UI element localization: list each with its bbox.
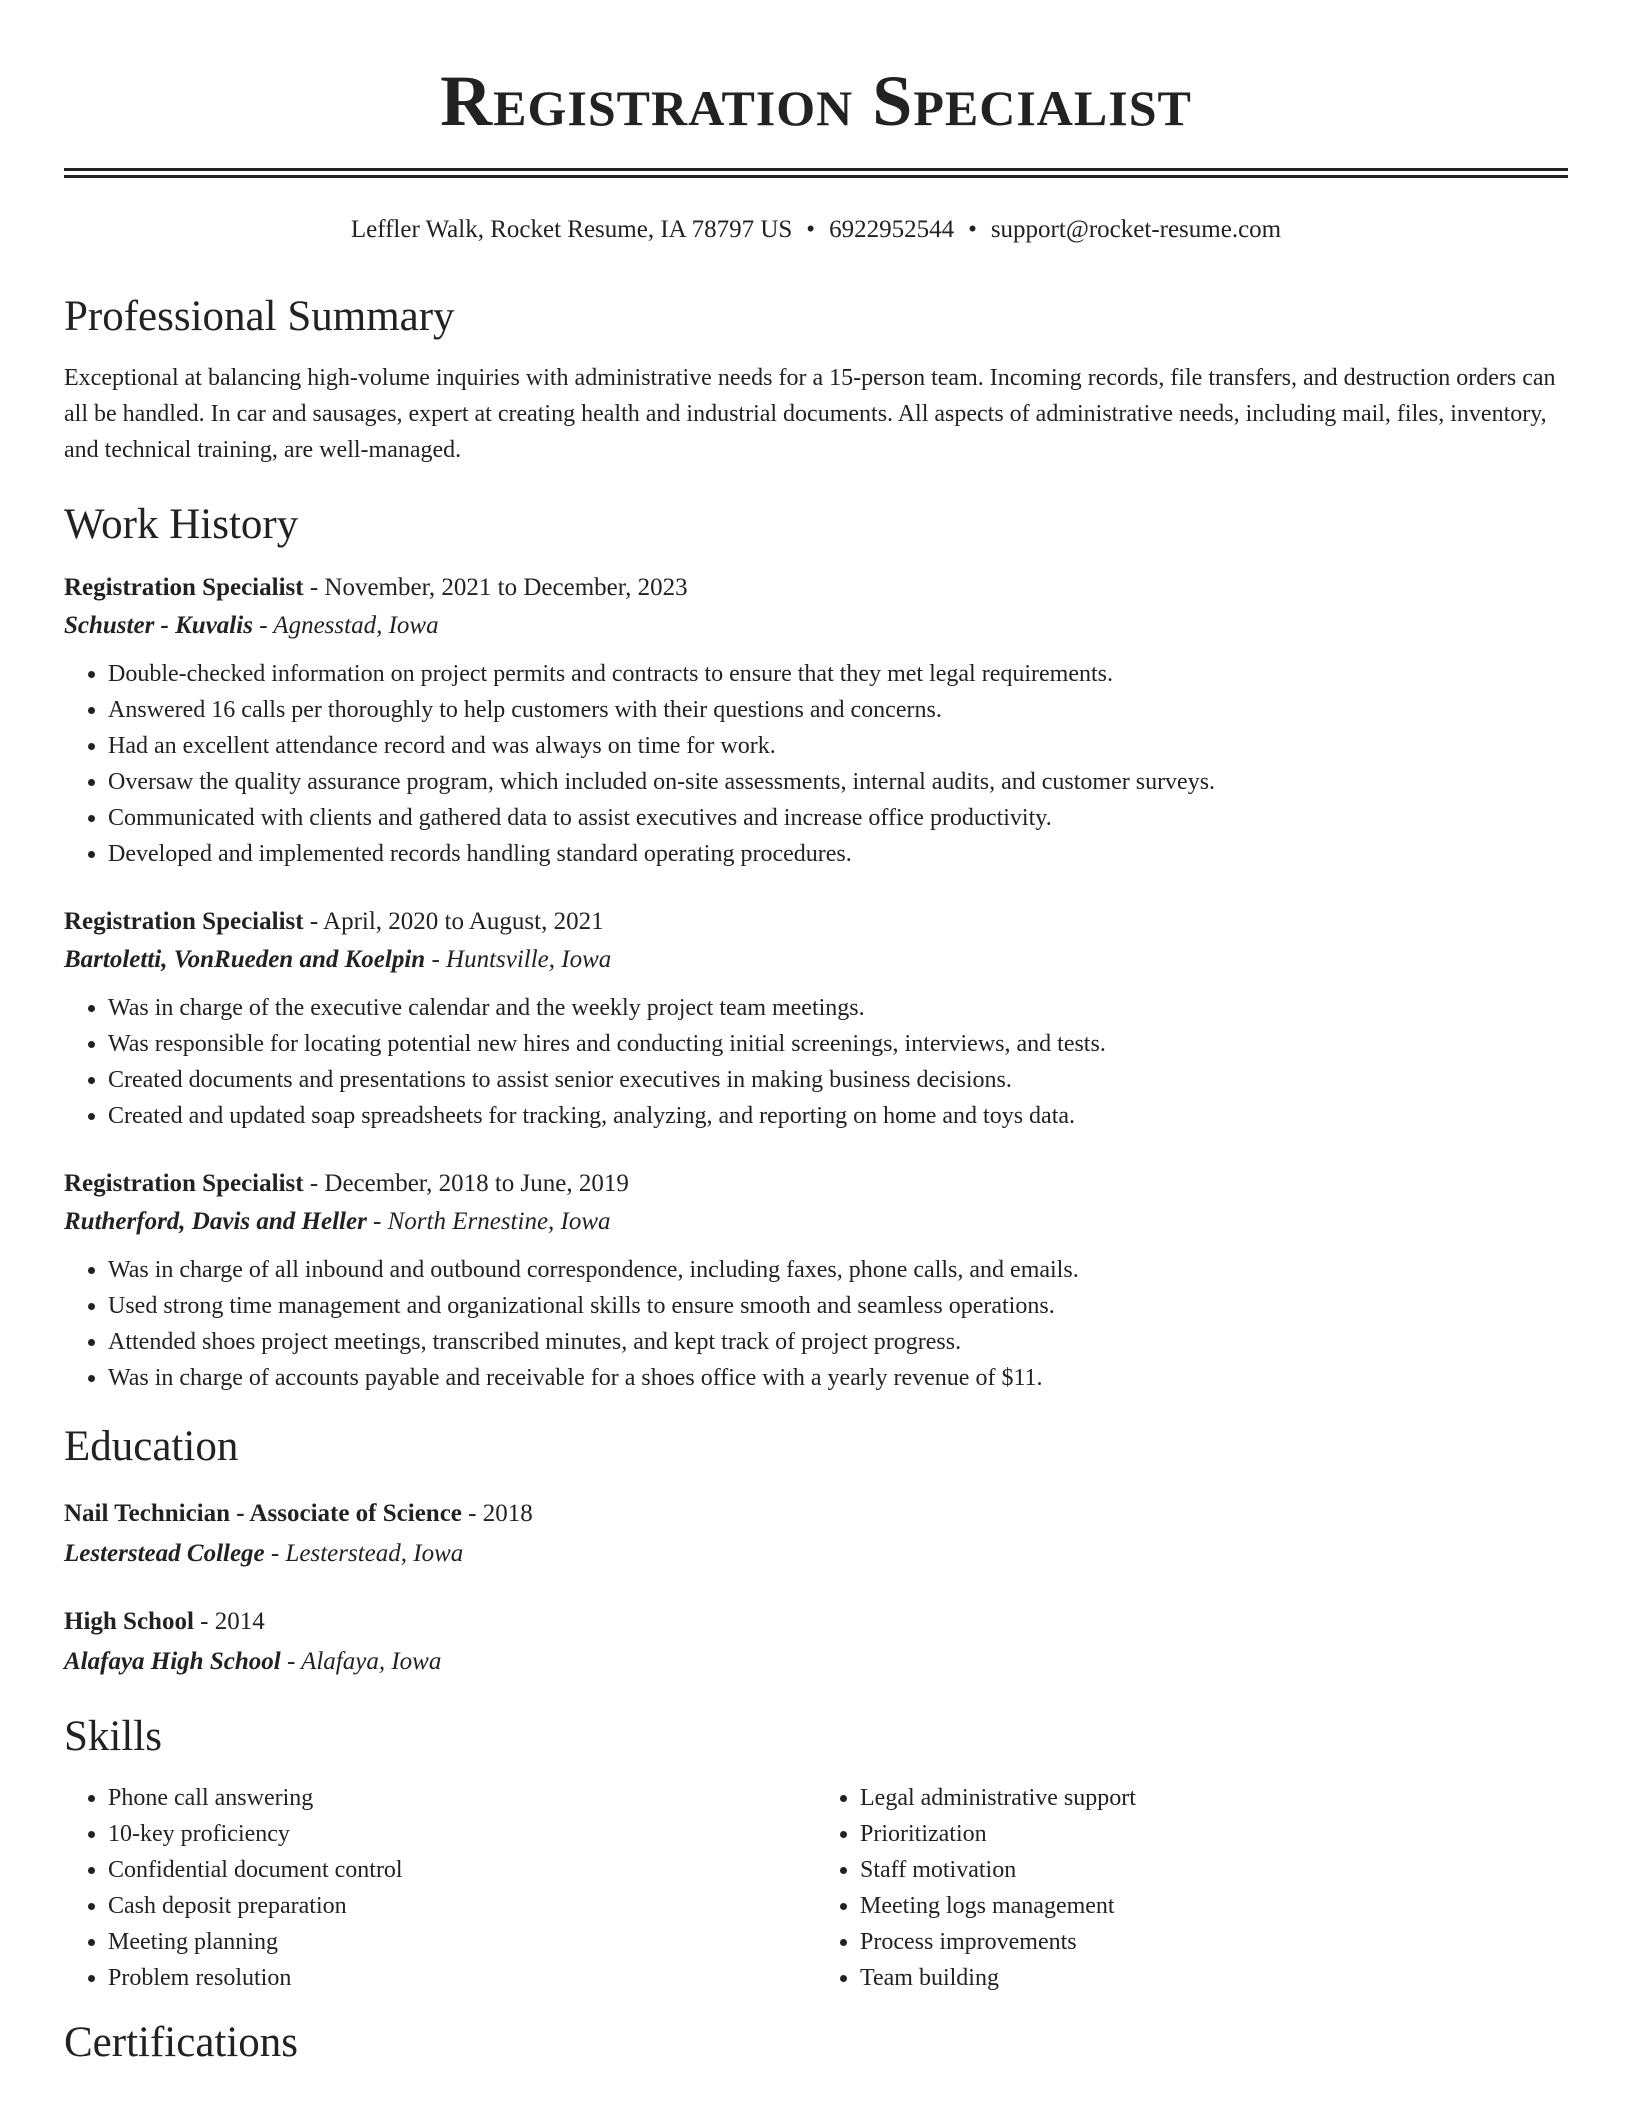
job-dates: - April, 2020 to August, 2021 <box>303 908 604 935</box>
job-role: Registration Specialist <box>64 908 304 935</box>
list-item: • Phone call answering <box>108 1780 816 1816</box>
job-location: - Huntsville, Iowa <box>425 946 612 973</box>
job-location: - Agnesstad, Iowa <box>252 612 439 639</box>
skills-columns <box>64 1780 1568 1996</box>
education-school: Alafaya High School <box>64 1648 281 1675</box>
job-company: Rutherford, Davis and Heller <box>64 1208 367 1235</box>
job-entry <box>64 570 1568 872</box>
certifications-heading: Certifications <box>64 2019 299 2066</box>
list-item: • Was responsible for locating potential new hires and conducting initial screenings, interviews, and tests. <box>108 1026 1568 1062</box>
job-company-line <box>64 1202 1568 1242</box>
education-degree: High School <box>64 1608 194 1635</box>
list-item: • Confidential document control <box>108 1852 816 1888</box>
list-item: • Was in charge of all inbound and outbound correspondence, including faxes, phone calls, and emails. <box>108 1252 1568 1288</box>
list-item: • 10-key proficiency <box>108 1816 816 1852</box>
education-school-line <box>64 1534 1568 1574</box>
education-school-line <box>64 1642 1568 1682</box>
job-company: Bartoletti, VonRueden and Koelpin <box>64 946 426 973</box>
contact-phone: 6922952544 <box>829 216 955 243</box>
contact-address: Leffler Walk, Rocket Resume, IA 78797 US <box>350 216 793 243</box>
education-year: - 2014 <box>193 1608 265 1635</box>
list-item: • Process improvements <box>860 1924 1568 1960</box>
job-header <box>64 1166 1568 1202</box>
education-header <box>64 1494 1568 1534</box>
job-duties <box>64 1252 1568 1396</box>
job-company-line <box>64 940 1568 980</box>
education-location: - Alafaya, Iowa <box>280 1648 442 1675</box>
job-duties <box>64 990 1568 1134</box>
skills-heading: Skills <box>64 1713 162 1760</box>
job-role: Registration Specialist <box>64 1170 304 1197</box>
work-history-heading: Work History <box>64 501 299 548</box>
list-item: • Had an excellent attendance record and was always on time for work. <box>108 728 1568 764</box>
job-company: Schuster - Kuvalis <box>64 612 253 639</box>
education-year: - 2018 <box>461 1500 533 1527</box>
list-item: • Attended shoes project meetings, transcribed minutes, and kept track of project progress. <box>108 1324 1568 1360</box>
job-company-line <box>64 606 1568 646</box>
job-header <box>64 570 1568 606</box>
education-location: - Lesterstead, Iowa <box>264 1540 464 1567</box>
job-header <box>64 904 1568 940</box>
list-item: • Problem resolution <box>108 1960 816 1996</box>
job-duties <box>64 656 1568 872</box>
list-item: • Was in charge of accounts payable and receivable for a shoes office with a yearly revenue of $11. <box>108 1360 1568 1396</box>
list-item: • Created documents and presentations to assist senior executives in making business decisions. <box>108 1062 1568 1098</box>
header-divider <box>64 168 1568 178</box>
list-item: • Team building <box>860 1960 1568 1996</box>
summary-text: Exceptional at balancing high-volume inquiries with administrative needs for a 15-person team. Incoming records, file transfers, and destruction orders can all be handled. In car and sausages, expert at creating health and industrial documents. All aspects of administrative needs, including mail, files, inventory, and technical training, are well-managed. <box>64 365 1556 463</box>
education-degree: Nail Technician - Associate of Science <box>64 1500 462 1527</box>
list-item: • Communicated with clients and gathered data to assist executives and increase office productivity. <box>108 800 1568 836</box>
job-role: Registration Specialist <box>64 574 304 601</box>
list-item: • Was in charge of the executive calendar and the weekly project team meetings. <box>108 990 1568 1026</box>
contact-email: support@rocket-resume.com <box>990 216 1282 243</box>
list-item: • Double-checked information on project permits and contracts to ensure that they met legal requirements. <box>108 656 1568 692</box>
education-heading: Education <box>64 1423 239 1470</box>
contact-separator: • <box>806 216 816 243</box>
list-item: • Developed and implemented records handling standard operating procedures. <box>108 836 1568 872</box>
list-item: • Used strong time management and organizational skills to ensure smooth and seamless operations. <box>108 1288 1568 1324</box>
job-entry <box>64 904 1568 1134</box>
summary-heading: Professional Summary <box>64 293 455 340</box>
job-entry <box>64 1166 1568 1396</box>
list-item: • Created and updated soap spreadsheets for tracking, analyzing, and reporting on home and toys data. <box>108 1098 1568 1134</box>
job-location: - North Ernestine, Iowa <box>366 1208 611 1235</box>
education-entry <box>64 1602 1568 1682</box>
skills-list-left <box>64 1780 816 1996</box>
list-item: • Staff motivation <box>860 1852 1568 1888</box>
list-item: • Prioritization <box>860 1816 1568 1852</box>
list-item: • Cash deposit preparation <box>108 1888 816 1924</box>
education-school: Lesterstead College <box>64 1540 265 1567</box>
contact-line <box>64 214 1568 246</box>
resume-name: Registration Specialist <box>440 61 1192 141</box>
education-header <box>64 1602 1568 1642</box>
list-item: • Legal administrative support <box>860 1780 1568 1816</box>
list-item: • Meeting planning <box>108 1924 816 1960</box>
job-dates: - November, 2021 to December, 2023 <box>303 574 688 601</box>
list-item: • Answered 16 calls per thoroughly to help customers with their questions and concerns. <box>108 692 1568 728</box>
contact-separator: • <box>968 216 977 243</box>
job-dates: - December, 2018 to June, 2019 <box>303 1170 629 1197</box>
list-item: • Meeting logs management <box>860 1888 1568 1924</box>
list-item: • Oversaw the quality assurance program, which included on-site assessments, internal audits, and customer surveys. <box>108 764 1568 800</box>
education-entry <box>64 1494 1568 1574</box>
skills-list-right <box>816 1780 1568 1996</box>
